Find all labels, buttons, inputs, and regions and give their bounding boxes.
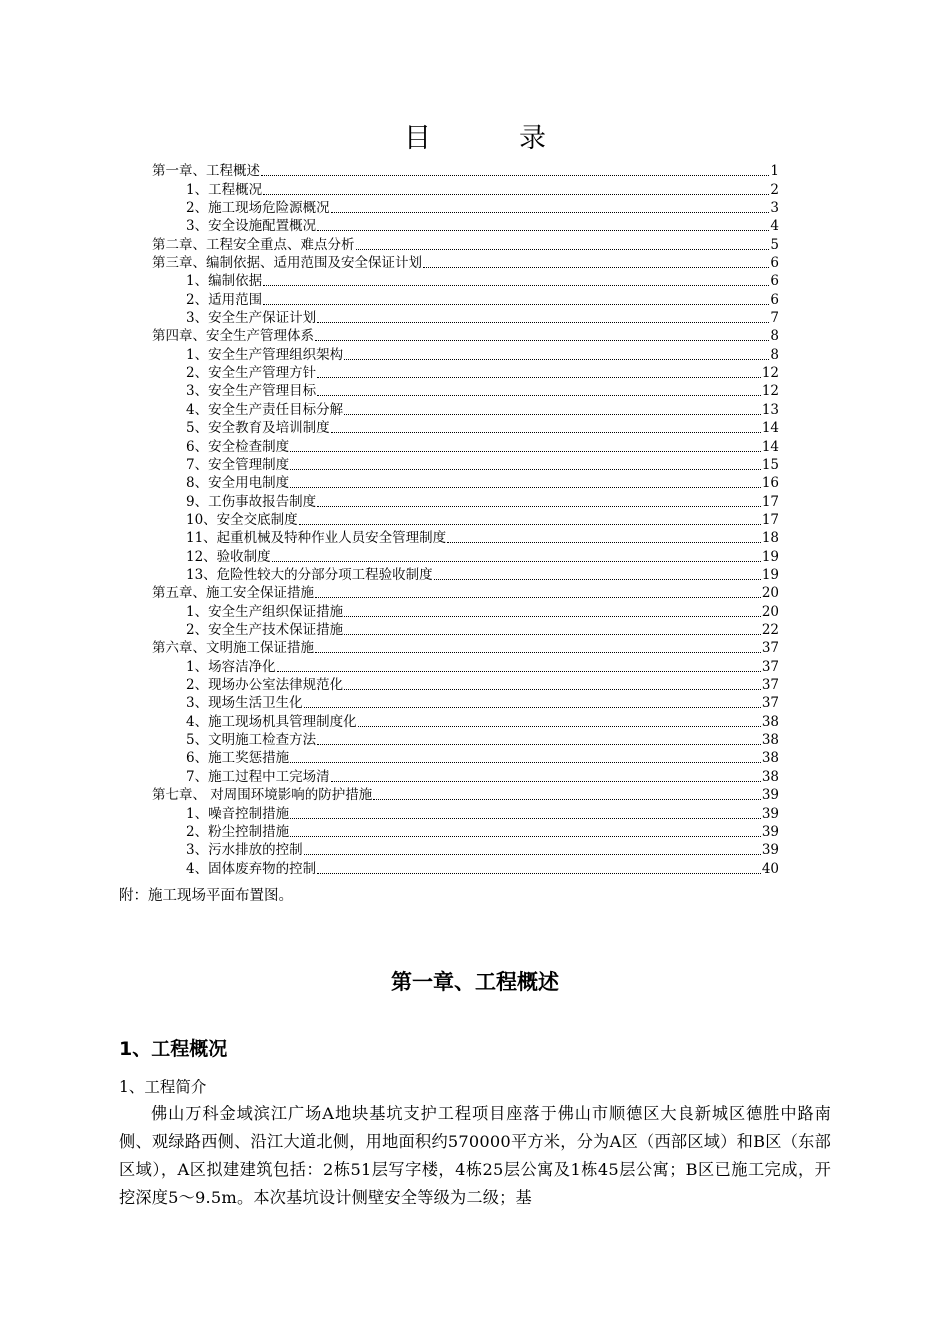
toc-leader-dots	[263, 267, 769, 286]
toc-leader-dots	[317, 488, 761, 507]
toc-entry-label: 2、安全生产管理方针	[186, 365, 317, 382]
toc-entry-page: 1	[770, 163, 779, 180]
toc-leader-dots	[344, 616, 761, 635]
toc-leader-dots	[317, 304, 769, 323]
toc-entry-label: 第二章、工程安全重点、难点分析	[152, 236, 355, 253]
toc-entry-label: 1、编制依据	[186, 273, 263, 290]
toc-entry-page: 20	[761, 585, 779, 602]
toc-entry-label: 6、安全检查制度	[186, 438, 290, 455]
toc-entry-label: 2、现场办公室法律规范化	[186, 677, 344, 694]
toc-leader-dots	[290, 433, 761, 452]
toc-entry-page: 2	[770, 181, 779, 198]
toc-entry-page: 37	[761, 677, 779, 694]
toc-leader-dots	[317, 726, 761, 745]
toc-entry-label: 第三章、编制依据、适用范围及安全保证计划	[152, 255, 422, 272]
toc-entry-page: 39	[761, 823, 779, 840]
toc-leader-dots	[290, 469, 761, 488]
toc-entry-page: 13	[761, 401, 779, 418]
toc-leader-dots	[272, 543, 761, 562]
toc-leader-dots	[356, 231, 770, 250]
toc-entry-label: 第六章、文明施工保证措施	[152, 640, 314, 657]
toc-leader-dots	[331, 194, 770, 213]
toc-entry-label: 4、施工现场机具管理制度化	[186, 713, 357, 730]
toc-entry-page: 14	[761, 438, 779, 455]
toc-entry-label: 5、文明施工检查方法	[186, 732, 317, 749]
toc-leader-dots	[331, 414, 761, 433]
toc-entry-page: 38	[761, 713, 779, 730]
toc-leader-dots	[317, 359, 761, 378]
toc-entry-page: 19	[761, 548, 779, 565]
toc-entry-label: 3、安全设施配置概况	[186, 218, 317, 235]
toc-entry-page: 6	[770, 255, 779, 272]
chapter-heading: 第一章、工程概述	[391, 970, 559, 994]
toc-entry-label: 第七章、 对周围环境影响的防护措施	[152, 787, 373, 804]
toc-entry-label: 第五章、施工安全保证措施	[152, 585, 314, 602]
toc-entry-label: 1、安全生产管理组织架构	[186, 346, 344, 363]
toc-leader-dots	[373, 781, 761, 800]
toc-entry-page: 40	[761, 860, 779, 877]
toc-entry-label: 8、安全用电制度	[186, 475, 290, 492]
toc-entry-page: 18	[761, 530, 779, 547]
toc-leader-dots	[315, 579, 761, 598]
toc-entry-page: 39	[761, 842, 779, 859]
toc-entry-page: 17	[761, 511, 779, 528]
toc-entry-label: 3、安全生产保证计划	[186, 310, 317, 327]
toc-entry-label: 4、安全生产责任目标分解	[186, 401, 344, 418]
toc-entry-page: 22	[761, 622, 779, 639]
toc-leader-dots	[344, 598, 761, 617]
toc-entry-page: 37	[761, 695, 779, 712]
toc-entry-label: 3、污水排放的控制	[186, 842, 303, 859]
toc-leader-dots	[261, 157, 769, 176]
toc-leader-dots	[317, 855, 761, 874]
toc-entry-page: 16	[761, 475, 779, 492]
toc-title	[0, 116, 950, 155]
toc-leader-dots	[434, 561, 761, 580]
toc-entry-page: 15	[761, 456, 779, 473]
toc-leader-dots	[344, 671, 761, 690]
toc-entry-page: 37	[761, 640, 779, 657]
toc-entry-page: 19	[761, 566, 779, 583]
toc-entry-label: 第四章、安全生产管理体系	[152, 328, 314, 345]
toc-entry-label: 第一章、工程概述	[152, 163, 260, 180]
toc-entry-label: 7、施工过程中工完场清	[186, 768, 330, 785]
toc-entry-page: 17	[761, 493, 779, 510]
toc-entry-label: 3、现场生活卫生化	[186, 695, 303, 712]
toc-entry[interactable]	[186, 859, 779, 877]
toc-entry-page: 37	[761, 658, 779, 675]
toc-entry-label: 9、工伤事故报告制度	[186, 493, 317, 510]
toc-title-right: 录	[519, 123, 546, 154]
toc-title-left: 目	[404, 123, 431, 154]
toc-entry-page: 14	[761, 420, 779, 437]
toc-entry-label: 11、起重机械及特种作业人员安全管理制度	[186, 530, 447, 547]
toc-entry-page: 38	[761, 732, 779, 749]
toc-entry-page: 6	[770, 291, 779, 308]
sub-heading: 1、工程简介	[119, 1078, 207, 1096]
toc-leader-dots	[423, 249, 769, 268]
toc-leader-dots	[317, 377, 761, 396]
toc-entry-label: 1、工程概况	[186, 181, 263, 198]
toc-leader-dots	[277, 653, 761, 672]
toc-entry-label: 1、场容洁净化	[186, 658, 276, 675]
toc-leader-dots	[344, 396, 761, 415]
toc-leader-dots	[315, 634, 761, 653]
toc-leader-dots	[304, 689, 761, 708]
toc-appendix: 附：施工现场平面布置图。	[119, 888, 293, 904]
toc-entry-page: 38	[761, 750, 779, 767]
toc-leader-dots	[358, 708, 761, 727]
section-heading: 1、工程概况	[119, 1038, 228, 1060]
toc-entry-page: 8	[770, 328, 779, 345]
toc-leader-dots	[447, 524, 761, 543]
toc-leader-dots	[304, 836, 761, 855]
toc-entry-label: 12、验收制度	[186, 548, 271, 565]
toc-entry-page: 39	[761, 805, 779, 822]
toc-entry-label: 1、噪音控制措施	[186, 805, 290, 822]
toc-leader-dots	[290, 818, 761, 837]
toc-entry-page: 12	[761, 383, 779, 400]
toc-entry-label: 2、粉尘控制措施	[186, 823, 290, 840]
toc-entry-label: 2、安全生产技术保证措施	[186, 622, 344, 639]
toc-leader-dots	[263, 286, 769, 305]
toc-entry-label: 1、安全生产组织保证措施	[186, 603, 344, 620]
toc-leader-dots	[299, 506, 761, 525]
toc-entry-label: 10、安全交底制度	[186, 511, 298, 528]
toc-entry-page: 12	[761, 365, 779, 382]
toc-entry-label: 7、安全管理制度	[186, 456, 290, 473]
toc-entry-label: 13、危险性较大的分部分项工程验收制度	[186, 566, 433, 583]
toc-entry-label: 2、施工现场危险源概况	[186, 199, 330, 216]
toc-entry-page: 5	[770, 236, 779, 253]
toc-leader-dots	[344, 341, 769, 360]
toc-leader-dots	[315, 322, 769, 341]
toc-leader-dots	[290, 744, 761, 763]
toc-entry-page: 8	[770, 346, 779, 363]
toc-leader-dots	[290, 800, 761, 819]
toc-leader-dots	[263, 176, 769, 195]
toc-entry-page: 6	[770, 273, 779, 290]
toc-leader-dots	[290, 451, 761, 470]
toc-entry-label: 4、固体废弃物的控制	[186, 860, 317, 877]
toc-entry-page: 3	[770, 199, 779, 216]
toc-entry-label: 5、安全教育及培训制度	[186, 420, 330, 437]
body-paragraph: 佛山万科金域滨江广场A地块基坑支护工程项目座落于佛山市顺德区大良新城区德胜中路南侧、观绿路西侧、沿江大道北侧，用地面积约570000平方米，分为A区（西部区域）和B区（东部区域），A区拟建建筑包括：2栋51层写字楼，4栋25层公寓及1栋45层公寓；B区已施工完成，开挖深度5～9.5m。本次基坑设计侧壁安全等级为二级；基	[119, 1104, 831, 1207]
toc-entry-page: 39	[761, 787, 779, 804]
toc-entry-label: 3、安全生产管理目标	[186, 383, 317, 400]
toc-leader-dots	[331, 763, 761, 782]
toc-leader-dots	[317, 212, 769, 231]
toc-entry-page: 20	[761, 603, 779, 620]
toc-entry-page: 7	[770, 310, 779, 327]
toc-entry-page: 4	[770, 218, 779, 235]
toc-entry-page: 38	[761, 768, 779, 785]
toc-entry-label: 2、适用范围	[186, 291, 263, 308]
toc-entry-label: 6、施工奖惩措施	[186, 750, 290, 767]
